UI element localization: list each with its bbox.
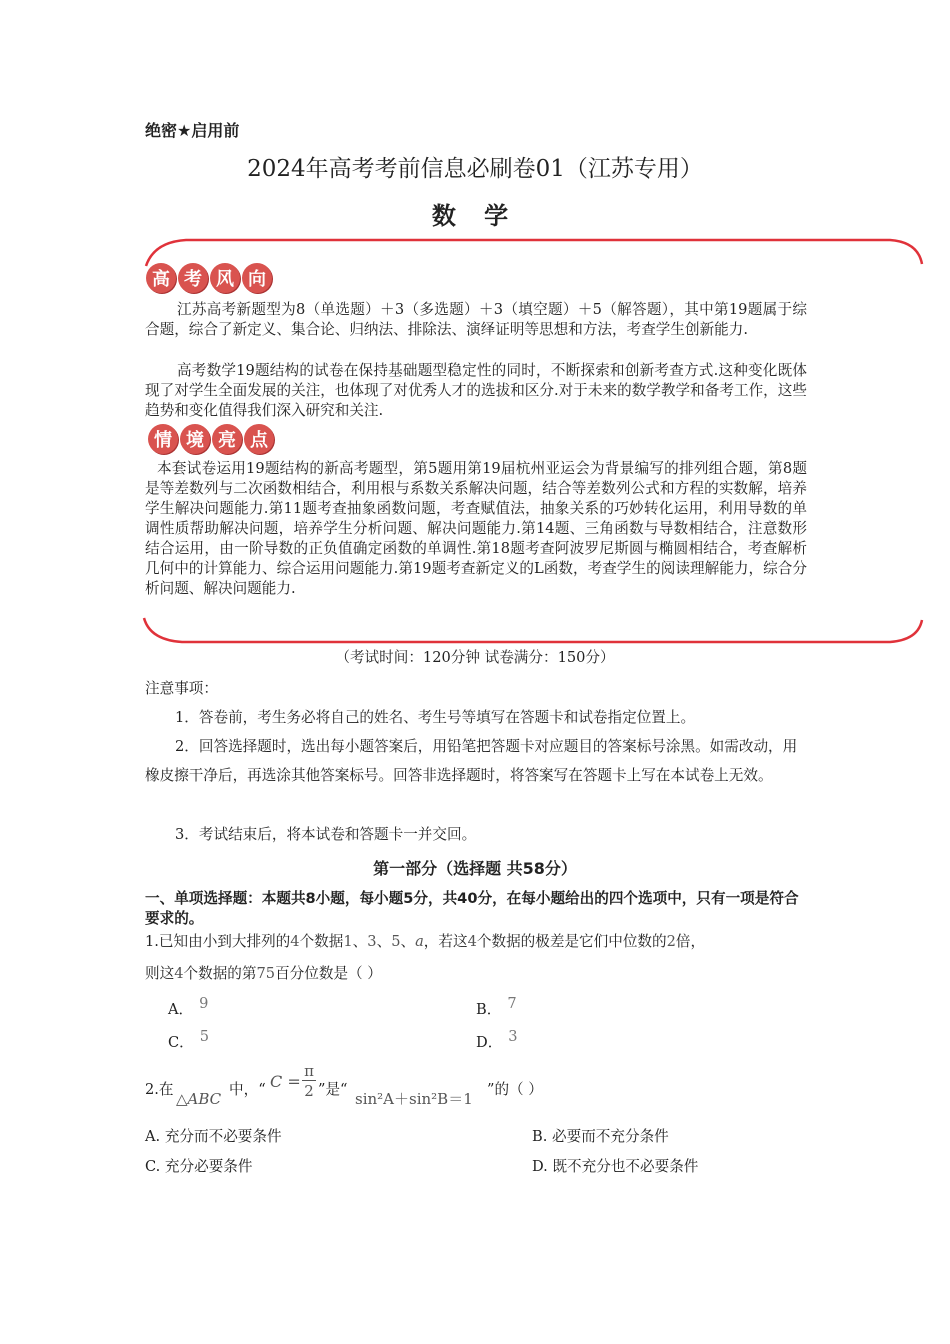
question-2-prefix: 2.在 bbox=[145, 1081, 174, 1098]
trend-badge-char: 风 bbox=[210, 263, 240, 293]
part-title: 第一部分（选择题 共58分） bbox=[373, 859, 577, 878]
q1-option-a[interactable]: A． 9 bbox=[168, 995, 209, 1018]
trend-badge-char: 向 bbox=[242, 263, 272, 293]
q2-option-c[interactable]: C. 充分必要条件 bbox=[145, 1158, 253, 1175]
q2-expression: sin²A＋sin²B＝1 bbox=[355, 1090, 473, 1108]
trend-badge-char: 高 bbox=[146, 263, 176, 293]
q2-option-d[interactable]: D. 既不充分也不必要条件 bbox=[532, 1158, 699, 1175]
question-1-line-1: 1.已知由小到大排列的4个数据1、3、5、a，若这4个数据的极差是它们中位数的2倍， bbox=[145, 933, 706, 950]
highlights-badge-char: 境 bbox=[180, 424, 210, 454]
q2-fraction bbox=[302, 1062, 316, 1101]
q1-option-b[interactable]: B． 7 bbox=[476, 995, 517, 1018]
q1-option-c[interactable]: C． 5 bbox=[168, 1028, 210, 1051]
trend-paragraph-1: 江苏高考新题型为8（单选题）＋3（多选题）＋3（填空题）＋5（解答题），其中第19题属于综合题，综合了新定义、集合论、归纳法、排除法、演绎证明等思想和方法，考查学生创新能力. bbox=[145, 301, 807, 338]
highlights-badge-char: 亮 bbox=[212, 424, 242, 454]
exam-info: （考试时间：120分钟 试卷满分：150分） bbox=[335, 649, 615, 666]
confidential-label: 绝密★启用前 bbox=[145, 121, 240, 140]
q2-mid2: ”是“ bbox=[318, 1081, 348, 1098]
q2-condition: C = bbox=[270, 1072, 301, 1091]
q2-option-a[interactable]: A. 充分而不必要条件 bbox=[145, 1128, 282, 1145]
trend-paragraph-2: 高考数学19题结构的试卷在保持基础题型稳定性的同时，不断探索和创新考查方式.这种变化既体现了对学生全面发展的关注，也体现了对优秀人才的选拔和区分.对于未来的数学教学和备考工作，这些趋势和变化值得我们深入研究和关注. bbox=[145, 362, 807, 419]
section-heading: 一、单项选择题：本题共8小题，每小题5分，共40分，在每小题给出的四个选项中，只有一项是符合要求的。 bbox=[145, 890, 799, 927]
question-1-line-2: 则这4个数据的第75百分位数是（ ） bbox=[145, 965, 382, 982]
q2-fraction-numerator: π bbox=[302, 1062, 316, 1081]
q2-mid: 中，“ bbox=[229, 1081, 266, 1098]
q2-triangle: △ABC bbox=[176, 1090, 222, 1108]
page-title: 2024年高考考前信息必刷卷01（江苏专用） bbox=[247, 156, 703, 182]
subject-title: 数 学 bbox=[431, 202, 519, 230]
highlights-badge bbox=[148, 424, 274, 454]
q2-fraction-denominator: 2 bbox=[304, 1082, 314, 1100]
notes-title: 注意事项： bbox=[145, 680, 218, 697]
q2-end: ”的（ ） bbox=[487, 1081, 543, 1098]
trend-badge-char: 考 bbox=[178, 263, 208, 293]
frame-bottom-curve bbox=[144, 618, 922, 642]
highlights-badge-char: 情 bbox=[148, 424, 178, 454]
q1-option-d[interactable]: D． 3 bbox=[476, 1028, 518, 1051]
q2-option-b[interactable]: B. 必要而不充分条件 bbox=[532, 1128, 669, 1145]
highlights-badge-char: 点 bbox=[244, 424, 274, 454]
note-item: 3．考试结束后，将本试卷和答题卡一并交回。 bbox=[175, 826, 477, 843]
highlights-paragraph: 本套试卷运用19题结构的新高考题型，第5题用第19届杭州亚运会为背景编写的排列组合题，第8题是等差数列与二次函数相结合，利用根与系数关系解决问题，结合等差数列公式和方程的实数解，培养学生解决问题能力.第11题考查抽象函数问题，考查赋值法，抽象关系的巧妙转化运用，利用导数的单调性质帮助解决问题，培养学生分析问题、解决问题能力.第14题、三角函数与导数相结合，注意数形结合运用，由一阶导数的正负值确定函数的单调性.第18题考查阿波罗尼斯圆与椭圆相结合，考查解析几何中的计算能力、综合运用问题能力.第19题考查新定义的L函数，考查学生的阅读理解能力，综合分析问题、解决问题能力. bbox=[145, 460, 807, 597]
note-item: 1．答卷前，考生务必将自己的姓名、考生号等填写在答题卡和试卷指定位置上。 bbox=[175, 709, 696, 726]
trend-badge bbox=[146, 263, 272, 293]
note-item: 2．回答选择题时，选出每小题答案后，用铅笔把答题卡对应题目的答案标号涂黑。如需改动，用橡皮擦干净后，再选涂其他答案标号。回答非选择题时，将答案写在答题卡上写在本试卷上无效。 bbox=[145, 738, 798, 784]
